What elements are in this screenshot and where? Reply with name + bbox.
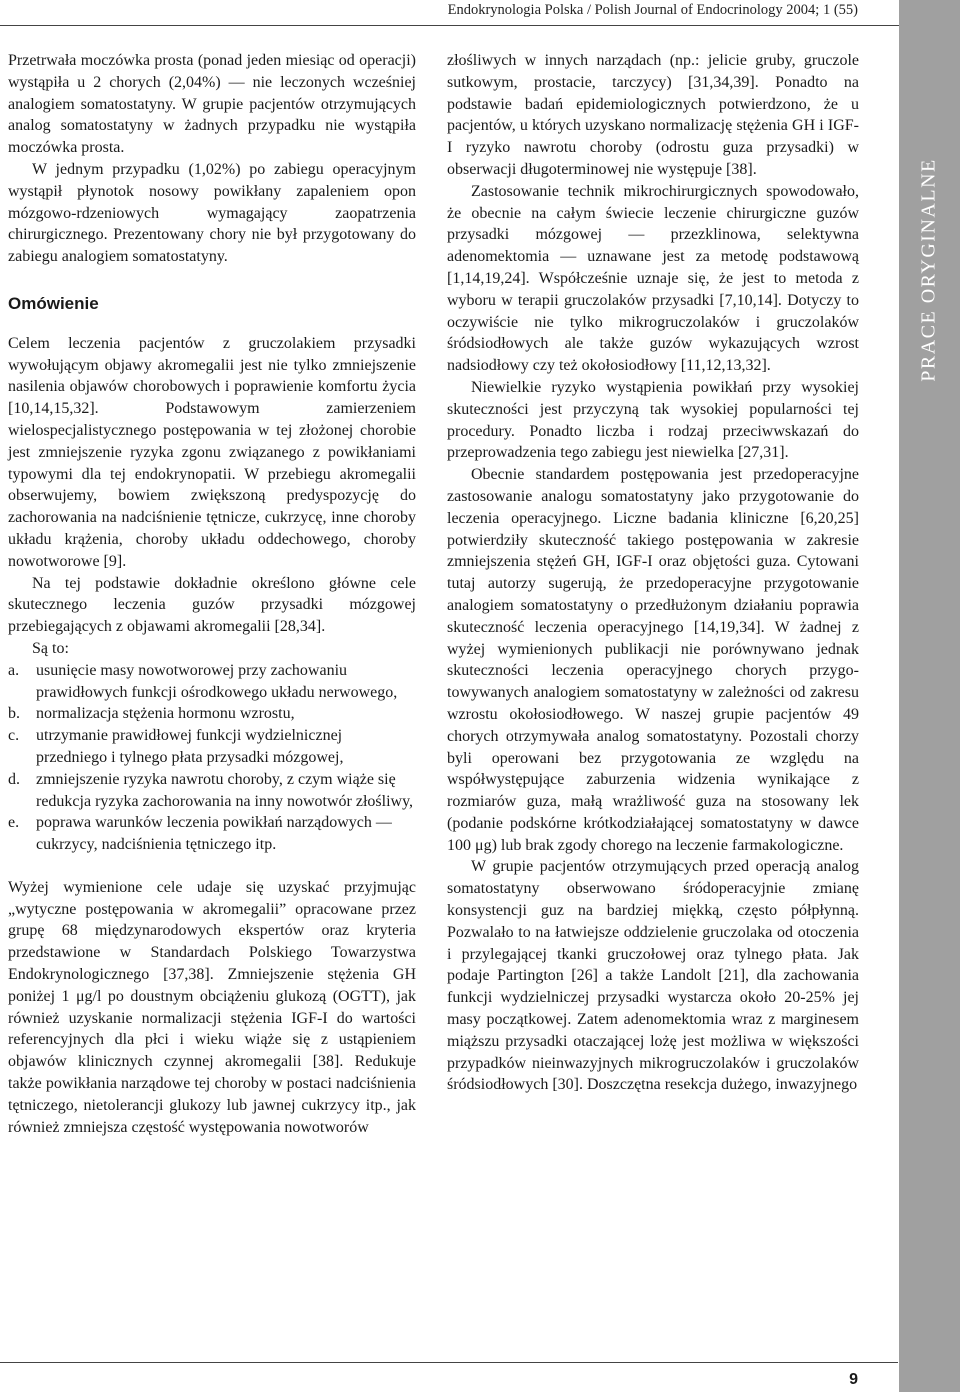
discussion-paragraph-preoperative: Obecnie standardem postępowania jest przedoperacyjne zastosowanie analogu somatostatyny jako przygotowanie do leczenia operacyjnego. Liczne badania kliniczne [6,20,25] potwierdziły skuteczność takiego postępowania w zakresie zmniejszenia stężeń GH, IGF-I oraz objętości guza. Cytowani tutaj autorzy sugerują, że przedoperacyjne przygotowanie analogiem somatostatyny o przedłużonym działaniu poprawia skuteczność leczenia operacyjnego [14,19,34]. W żadnej z wyżej wymienionych publikacji nie porównywano jednak skuteczności leczenia operacyjnego chorych przygotowywanych analogiem somatostatyny w zależności od zakresu wzrostu okołosiodłowego. W naszej grupie pacjentów 49 chorych otrzymywała analog somatostatyny. Pozostali chorzy byli operowani bez przygotowania ze względu na współwystępujące zaburzenia widzenia wynikające z rozmiarów guza, małą wrażliwość guza na stosowany lek (podanie podskórne krótkodziałającej somatostatyny w dawce 100 μg) lub brak zgody chorego na leczenie farmakologiczne. — [447, 466, 859, 854]
list-marker: c. — [8, 727, 20, 745]
left-column — [8, 50, 416, 1138]
page-number: 9 — [849, 1371, 858, 1388]
header-rule — [0, 25, 960, 26]
discussion-paragraph-microsurgery: Zastosowanie technik mikrochirurgicznych spowodowało, że obecnie na całym świecie leczenie chirurgiczne guzów przysadki mózgowej — przezklinowa, selektywna adenomektomia — uznawane jest za metodę podstawową [1,14,19,24]. Współcześnie uznaje się, że jest to metoda z wyboru w terapii gruczolaków przysadki [7,10,14]. Dotyczy to oczywiście nie tylko mikrogruczolaków i gruczolaków śródsiodłowych ale także guzów wykazujących wzrost nadsiodłowy czy też okołosiodłowy [11,12,13,32]. — [447, 182, 859, 375]
results-paragraph-diabetes-insipidus: Przetrwała moczówka prosta (ponad jeden miesiąc od operacji) wystąpiła u 2 chorych (2,04%) — nie leczonych wcześniej analogiem somatostatyny. W grupie pacjentów otrzymujących analog somatostatyny w żadnych przypadku nie wystąpiła moczówka prosta. — [8, 52, 416, 157]
list-item — [8, 769, 416, 813]
section-side-label: PRACE ORYGINALNE — [917, 158, 940, 382]
discussion-paragraph-3: Wyżej wymienione cele udaje się uzyskać przyjmując „wytyczne postępowania w akromegalii” opracowane przez grupę 68 międzynarodowych ekspertów oraz kryteria przedstawione w Standardach Polskiego Towarzystwa Endokrynologicznego [37,38]. Zmniejszenie stężenia GH poniżej 1 μg/l po doustnym obciążeniu glukozą (OGTT), jak również uzyskanie normalizacji stężenia IGF-I do wartości referencyjnych dla płci i wieku wiąże się z ustąpieniem objawów klinicznych czynnej akromegalii [38]. Redukuje także powikłania narządowe tej choroby w postaci nadciśnienia tętniczego, nietolerancji glukozy lub jawnej cukrzycy itp., jak również zmniejsza częstość występowania nowotworów — [8, 878, 416, 1136]
list-marker: e. — [8, 814, 20, 832]
discussion-paragraph-2: Na tej podstawie dokładnie określono główne cele skutecznego leczenia guzów przysadki mózgowej przebiegających z objawami akromegalii [28,34]. — [8, 574, 416, 636]
list-marker: b. — [8, 705, 20, 723]
list-marker: a. — [8, 661, 20, 679]
list-marker: d. — [8, 770, 20, 788]
list-item — [8, 703, 416, 725]
list-item-text: zmniejszenie ryzyka nawrotu choroby, z czym wiąże się redukcja ryzyka zachorowania na inny nowotwór złośliwy, — [36, 770, 414, 810]
discussion-paragraph-1: Celem leczenia pacjentów z gruczolakiem przysadki wywołującym objawy akromegalii jest nie tylko zmniejszenie nasilenia objawów chorobowych i poprawienie komfortu życia [10,14,15,32]. Podstawowym zamierzeniem wielospecjalistycznego postępowania w tej złożonej chorobie jest zmniejszenie ryzyka zgonu związanego z powikłaniami typowymi dla tej endokrynopatii. W przebiegu akromegalii obserwujemy, bowiem zwiększoną predyspozycję do zachorowania na nadciśnienie tętnicze, cukrzycę, inne choroby układu krążenia, choroby układu oddechowego, choroby nowotworowe [9]. — [8, 334, 416, 570]
treatment-goals-list — [8, 660, 416, 856]
discussion-paragraph-continued: złośliwych w innych narządach (np.: jelicie gruby, gruczole sutkowym, prostacie, tarczycy) [31,34,39]. Ponadto na podstawie badań epidemiologicznych potwierdzono, że u pacjentów, u których uzyskano normalizację stężenia GH i IGF-I ryzyko nawrotu choroby (odrostu guza przysadki) w obserwacji długoterminowej nie występuje [38]. — [447, 52, 859, 178]
right-column — [447, 50, 859, 1096]
running-header: Endokrynologia Polska / Polish Journal of Endocrinology 2004; 1 (55) — [447, 2, 858, 18]
list-item-text: usunięcie masy nowotworowej przy zachowaniu prawidłowych funkcji ośrodkowego układu nerwowego, — [36, 661, 398, 701]
results-paragraph-csf-leak: W jednym przypadku (1,02%) po zabiegu operacyjnym wystąpił płynotok nosowy powikłany zapaleniem opon mózgowo-rdzeniowych wymagający zaopatrzenia chirurgicznego. Prezentowany chory nie był przygotowany do zabiegu analogiem somatostatyny. — [8, 160, 416, 266]
footer-rule — [0, 1362, 898, 1363]
list-item-text: utrzymanie prawidłowej funkcji wydzielnicznej przedniego i tylnego płata przysadki mózgowej, — [36, 727, 344, 766]
list-item — [8, 725, 416, 769]
list-item — [8, 660, 416, 704]
discussion-paragraph-consistency: W grupie pacjentów otrzymujących przed operacją analog somatostatyny obserwowano śródoperacyjnie zmianę konsystencji guz na bardziej miękką, często półpłynną. Pozwalało to na łatwiejsze oddzielenie gruczolaka od otoczenia i przylegającej tkanki gruczołowej oraz tylnego płata. Jak podaje Partington [26] a także Landolt [21], dla zachowania funkcji wydzielniczej przysadki wystarcza około 20-25% jej masy początkowej. Zatem adenomektomia wraz z marginesem miąższu przysadki otaczającej lożę jest możliwa w większości przypadków nieinwazyjnych mikrogruczolaków i gruczolaków śródsiodłowych [30]. Doszczętna resekcja dużego, inwazyjnego — [447, 858, 859, 1094]
discussion-paragraph-complications: Niewielkie ryzyko wystąpienia powikłań przy wysokiej skuteczności jest przyczyną tak wysokiej popularności tej procedury. Ponadto liczba i rodzaj przeciwwskazań do przeprowadzenia tego zabiegu jest niewielka [27,31]. — [447, 378, 859, 462]
list-item-text: normalizacja stężenia hormonu wzrostu, — [36, 705, 295, 723]
list-item-text: poprawa warunków leczenia powikłań narządowych — cukrzycy, nadciśnienia tętniczego itp. — [36, 814, 392, 854]
list-item — [8, 812, 416, 856]
goals-intro: Są to: — [32, 639, 69, 657]
section-heading-discussion: Omówienie — [8, 293, 99, 313]
